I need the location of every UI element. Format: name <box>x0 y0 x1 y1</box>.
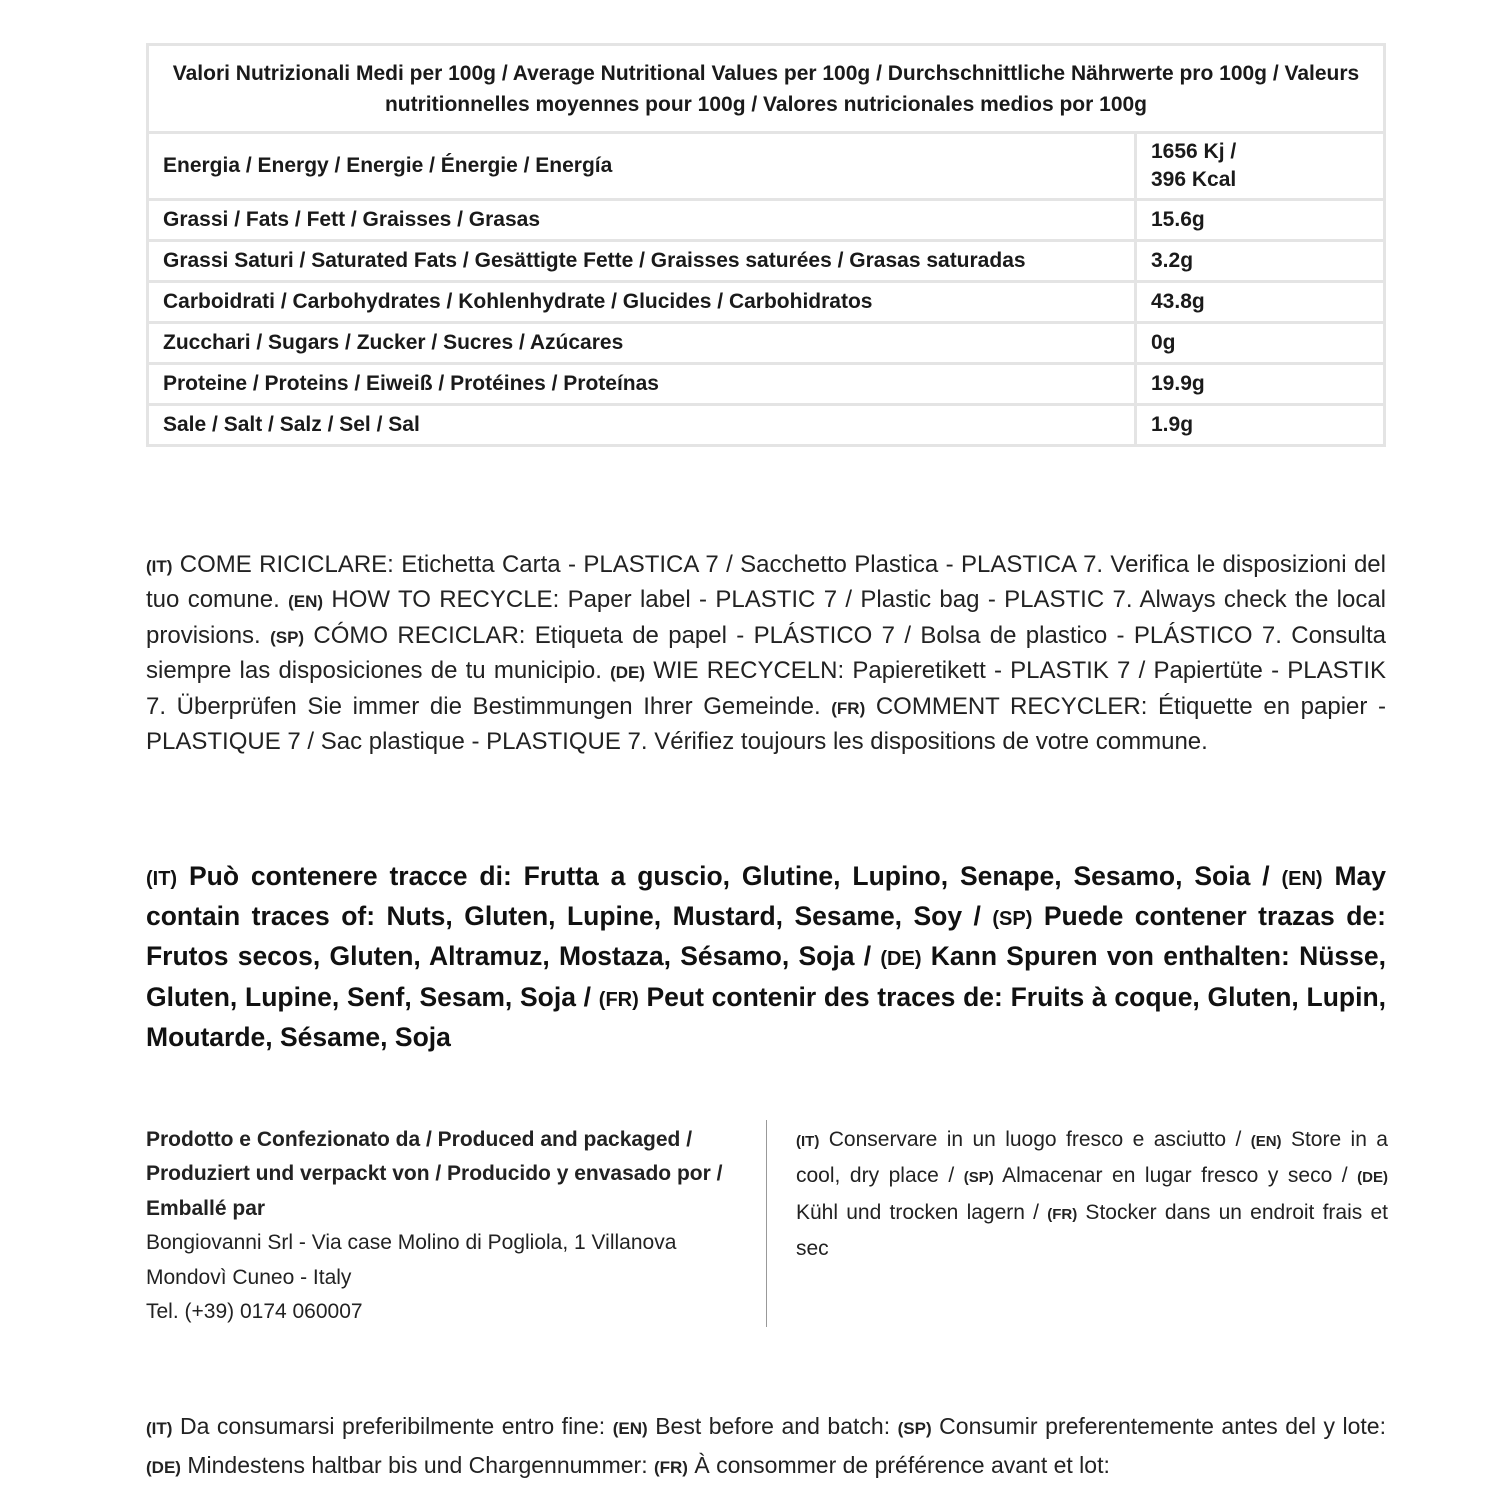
lang-tag-en: (EN) <box>1281 868 1323 890</box>
lang-tag-fr: (FR) <box>831 698 866 718</box>
lang-tag-de: (DE) <box>880 948 922 971</box>
nutrition-row-energy <box>148 133 1385 200</box>
nutrition-row-saturated-fats <box>148 241 1385 282</box>
lang-tag-sp: (SP) <box>963 1169 994 1187</box>
best-before-text-sp: Consumir preferentemente antes del y lote: <box>931 1413 1386 1439</box>
nutrient-value: 43.8g <box>1136 282 1385 323</box>
best-before-text-fr: À consommer de préférence avant et lot: <box>687 1452 1110 1478</box>
nutrient-label: Zucchari / Sugars / Zucker / Sucres / Azúcares <box>148 323 1136 364</box>
nutrient-label: Sale / Salt / Salz / Sel / Sal <box>148 405 1136 446</box>
lang-tag-sp: (SP) <box>270 627 305 647</box>
lang-tag-de: (DE) <box>610 663 646 683</box>
storage-text-en: Store in a cool, dry place / <box>796 1128 1388 1188</box>
storage-instructions <box>796 1123 1388 1267</box>
lang-tag-fr: (FR) <box>1047 1205 1078 1223</box>
nutrition-row-sugars <box>148 323 1385 364</box>
energy-kcal: 396 Kcal <box>1151 168 1237 191</box>
recycle-text-sp: CÓMO RECICLAR: Etiqueta de papel - PLÁSTICO 7 / Bolsa de plastico - PLÁSTICO 7. Consulta siempre las disposiciones de tu municipio. <box>146 621 1386 685</box>
producer-heading: Prodotto e Confezionato da / Produced and packaged / Produziert und verpackt von / Producido y envasado por / Emballé par <box>146 1128 723 1220</box>
recycle-text-en: HOW TO RECYCLE: Paper label - PLASTIC 7 / Plastic bag - PLASTIC 7. Always check the local provisions. <box>146 586 1387 649</box>
allergen-text-sp: Puede contener trazas de: Frutos secos, Gluten, Altramuz, Mostaza, Sésamo, Soja / <box>146 901 1386 972</box>
lang-tag-it: (IT) <box>146 557 173 576</box>
nutrient-label: Carboidrati / Carbohydrates / Kohlenhydrate / Glucides / Carbohidratos <box>148 282 1136 323</box>
lang-tag-sp: (SP) <box>992 908 1033 931</box>
nutrition-row-fats <box>148 200 1385 241</box>
recycling-instructions <box>146 548 1386 758</box>
lang-tag-en: (EN) <box>288 592 324 612</box>
lang-tag-it: (IT) <box>146 1419 173 1438</box>
lang-tag-fr: (FR) <box>598 988 639 1011</box>
lang-tag-de: (DE) <box>1357 1169 1388 1187</box>
nutrition-row-proteins <box>148 364 1385 405</box>
column-divider <box>766 1120 767 1327</box>
allergen-text-de: Kann Spuren von enthalten: Nüsse, Gluten, Lupine, Senf, Sesam, Soja / <box>146 941 1386 1012</box>
nutrient-label: Energia / Energy / Energie / Énergie / Energía <box>148 133 1136 200</box>
nutrient-value: 0g <box>1136 323 1385 364</box>
lang-tag-it: (IT) <box>146 868 178 890</box>
nutrition-header-row <box>148 45 1385 133</box>
nutrient-value: 19.9g <box>1136 364 1385 405</box>
recycle-text-de: WIE RECYCELN: Papieretikett - PLASTIK 7 / Papiertüte - PLASTIK 7. Überprüfen Sie immer die Bestimmungen Ihrer Gemeinde. <box>146 657 1386 720</box>
producer-address: Bongiovanni Srl - Via case Molino di Pogliola, 1 Villanova Mondovì Cuneo - Italy <box>146 1231 677 1289</box>
energy-kj: 1656 Kj / <box>1151 140 1237 163</box>
nutrient-label: Proteine / Proteins / Eiweiß / Protéines / Proteínas <box>148 364 1136 405</box>
lang-tag-fr: (FR) <box>653 1458 688 1477</box>
producer-phone: Tel. (+39) 0174 060007 <box>146 1300 363 1324</box>
recycle-text-fr: COMMENT RECYCLER: Étiquette en papier - PLASTIQUE 7 / Sac plastique - PLASTIQUE 7. Vérifiez toujours les dispositions de votre commune. <box>146 692 1387 756</box>
nutrient-label: Grassi / Fats / Fett / Graisses / Grasas <box>148 200 1136 241</box>
nutrient-label: Grassi Saturi / Saturated Fats / Gesättigte Fette / Graisses saturées / Grasas saturadas <box>148 241 1136 282</box>
producer-info <box>146 1123 746 1329</box>
lang-tag-en: (EN) <box>612 1419 648 1438</box>
lang-tag-de: (DE) <box>146 1458 181 1477</box>
nutrition-row-salt <box>148 405 1385 446</box>
storage-text-fr: Stocker dans un endroit frais et sec <box>796 1200 1388 1261</box>
storage-text-sp: Almacenar en lugar fresco y seco / <box>993 1164 1358 1188</box>
nutrition-row-carbohydrates <box>148 282 1385 323</box>
nutrient-value: 15.6g <box>1136 200 1385 241</box>
lang-tag-en: (EN) <box>1250 1133 1282 1150</box>
lang-tag-it: (IT) <box>796 1133 820 1150</box>
best-before-text-en: Best before and batch: <box>647 1413 898 1439</box>
storage-text-it: Conservare in un luogo fresco e asciutto / <box>819 1128 1251 1151</box>
nutrition-table <box>146 43 1386 447</box>
allergen-text-en: May contain traces of: Nuts, Gluten, Lupine, Mustard, Sesame, Soy / <box>146 861 1386 932</box>
allergen-text-it: Può contenere tracce di: Frutta a guscio, Glutine, Lupino, Senape, Sesamo, Soia / <box>177 861 1282 891</box>
nutrient-value: 1.9g <box>1136 405 1385 446</box>
best-before-text-it: Da consumarsi preferibilmente entro fine: <box>172 1413 613 1439</box>
nutrition-table-header: Valori Nutrizionali Medi per 100g / Average Nutritional Values per 100g / Durchschnittliche Nährwerte pro 100g / Valeurs nutritionnelles moyennes pour 100g / Valores nutricionales medios por 100g <box>148 45 1385 133</box>
allergen-warning <box>146 858 1386 1056</box>
allergen-text-fr: Peut contenir des traces de: Fruits à coque, Gluten, Lupin, Moutarde, Sésame, Soja <box>146 981 1386 1052</box>
lang-tag-sp: (SP) <box>897 1419 932 1438</box>
nutrient-value <box>1136 133 1385 200</box>
nutrient-value: 3.2g <box>1136 241 1385 282</box>
recycle-text-it: COME RICICLARE: Etichetta Carta - PLASTICA 7 / Sacchetto Plastica - PLASTICA 7. Verifica le disposizioni del tuo comune. <box>146 551 1386 614</box>
best-before-text-de: Mindestens haltbar bis und Chargennummer: <box>180 1452 654 1478</box>
best-before-info <box>146 1408 1386 1486</box>
storage-text-de: Kühl und trocken lagern / <box>796 1200 1048 1224</box>
